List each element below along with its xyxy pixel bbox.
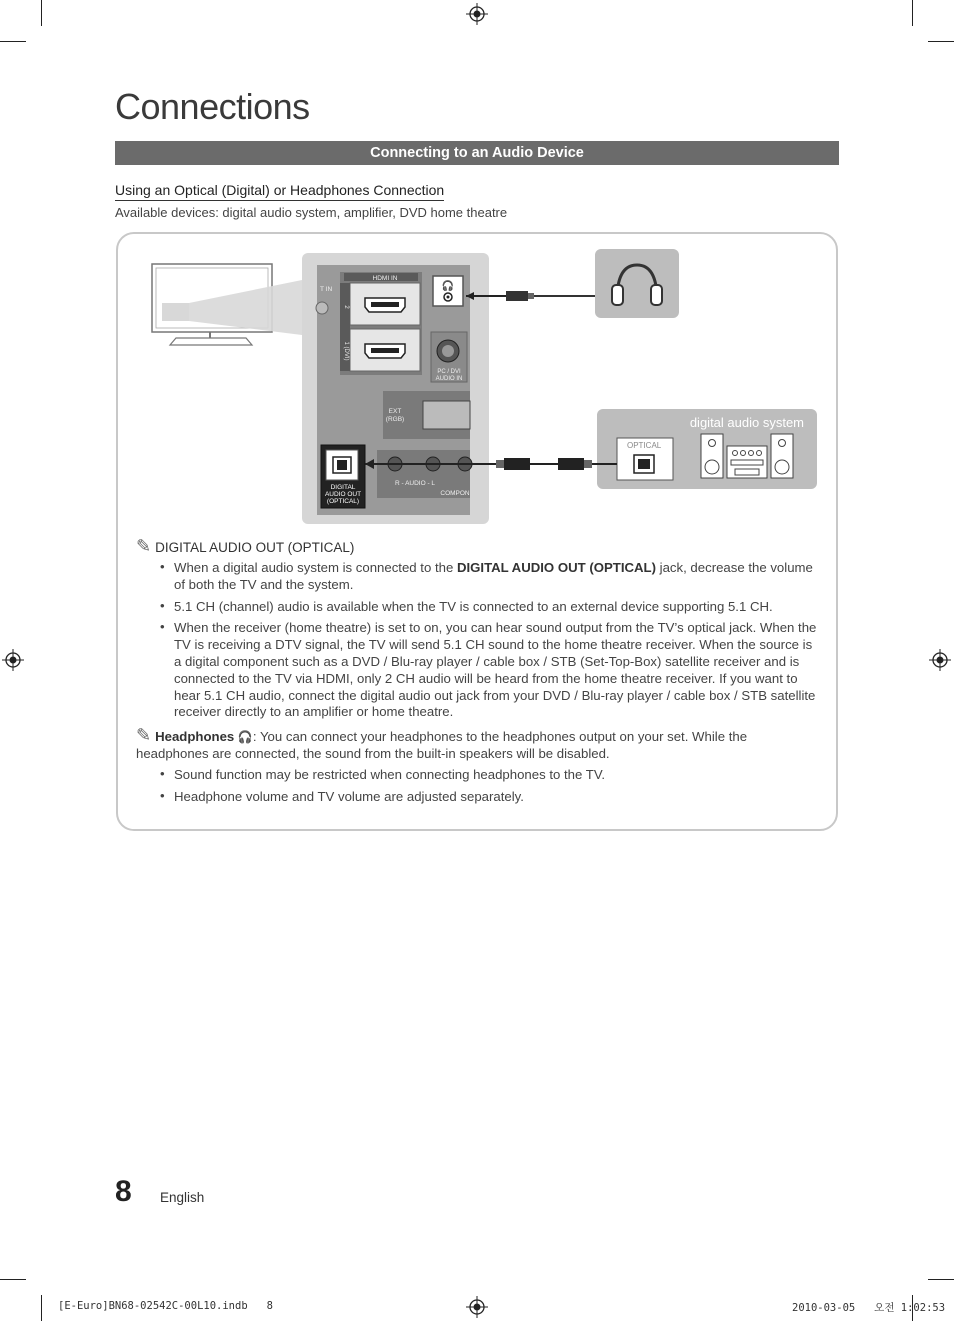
pc-in-label: T IN: [320, 286, 333, 293]
page-title: Connections: [115, 86, 310, 127]
crop-mark: [41, 0, 42, 26]
registration-mark-icon: [466, 1296, 488, 1318]
note2-bullets: [160, 767, 820, 811]
list-item: • Sound function may be restricted when connecting headphones to the TV.: [160, 767, 820, 784]
digital-audio-out-label-2: AUDIO OUT: [324, 491, 362, 498]
note1-bullets: [160, 560, 820, 726]
crop-mark: [0, 1279, 26, 1280]
hdmi-port-icon: [365, 344, 405, 358]
hdmi-2-label: 2: [343, 305, 349, 309]
file-info: [E-Euro]BN68-02542C-00L10.indb 8: [58, 1300, 273, 1312]
crop-mark: [912, 0, 913, 26]
list-item: • 5.1 CH (channel) audio is available when the TV is connected to an external device supporting 5.1 CH.: [160, 599, 820, 616]
crop-mark: [928, 41, 954, 42]
ext-label-1: EXT: [388, 408, 402, 415]
list-item: • When the receiver (home theatre) is set to on, you can hear sound output from the TV’s optical jack. When the TV is receiving a DTV signal, the TV will send 5.1 CH sound to the home theatre receiver. When the source is a digital component such as a DVD / Blu-ray player / cable box / STB (Set-Top-Box) satellite receiver and is connected to the TV via HDMI, only 2 CH audio will be heard from the home theatre receiver. If you want to hear 5.1 CH audio, connect the digital audio out jack from your DVD / Blu-ray player / cable box / STB satellite receiver directly to an amplifier or home theatre.: [160, 620, 820, 721]
digital-audio-system-label: digital audio system: [689, 415, 804, 430]
hdmi-1-label: 1 (DVI): [343, 341, 349, 361]
optical-label: OPTICAL: [627, 441, 662, 450]
pc-dvi-label-2: AUDIO IN: [435, 376, 463, 382]
hdmi-port-icon: [365, 298, 405, 312]
digital-audio-out-label-1: DIGITAL: [330, 484, 356, 491]
registration-mark-icon: [466, 3, 488, 25]
pc-dvi-label-1: PC / DVI: [437, 369, 461, 375]
crop-mark: [41, 1295, 42, 1321]
subheading: Using an Optical (Digital) or Headphones Connection: [115, 182, 444, 201]
audio-label: R - AUDIO - L: [394, 480, 436, 487]
section-bar: Connecting to an Audio Device: [115, 141, 839, 165]
pencil-note-icon: ✎: [136, 536, 152, 556]
page-number: 8: [115, 1175, 132, 1208]
ext-label-2: (RGB): [385, 416, 405, 423]
timestamp: 2010-03-05 오전 1:02:53: [792, 1302, 946, 1314]
crop-mark: [0, 41, 26, 42]
connection-diagram: [140, 245, 830, 530]
tv-illustration: [152, 264, 302, 345]
note-headphones: ✎ Headphones 🎧: You can connect your headphones to the headphones output on your set. While the headphones are connected, the sound from the built-in speakers will be disabled.: [136, 725, 748, 761]
registration-mark-icon: [929, 649, 951, 671]
headphones-icon: 🎧: [441, 281, 455, 292]
list-item: • When a digital audio system is connected to the DIGITAL AUDIO OUT (OPTICAL) jack, decrease the volume of both the TV and the system.: [160, 560, 820, 594]
note-digital-audio-out: ✎ DIGITAL AUDIO OUT (OPTICAL): [136, 536, 355, 556]
registration-mark-icon: [2, 649, 24, 671]
crop-mark: [928, 1279, 954, 1280]
pencil-note-icon: ✎: [136, 725, 152, 745]
digital-audio-out-label-3: (OPTICAL): [326, 498, 360, 505]
headphones-icon: 🎧: [237, 730, 253, 744]
language-label: English: [160, 1190, 205, 1205]
component-label: COMPON: [440, 490, 470, 497]
optical-port-icon: [333, 457, 351, 473]
optical-port-icon: [634, 455, 654, 473]
hdmi-in-label: HDMI IN: [372, 275, 398, 282]
available-devices: Available devices: digital audio system, amplifier, DVD home theatre: [115, 205, 508, 220]
list-item: • Headphone volume and TV volume are adjusted separately.: [160, 789, 820, 806]
